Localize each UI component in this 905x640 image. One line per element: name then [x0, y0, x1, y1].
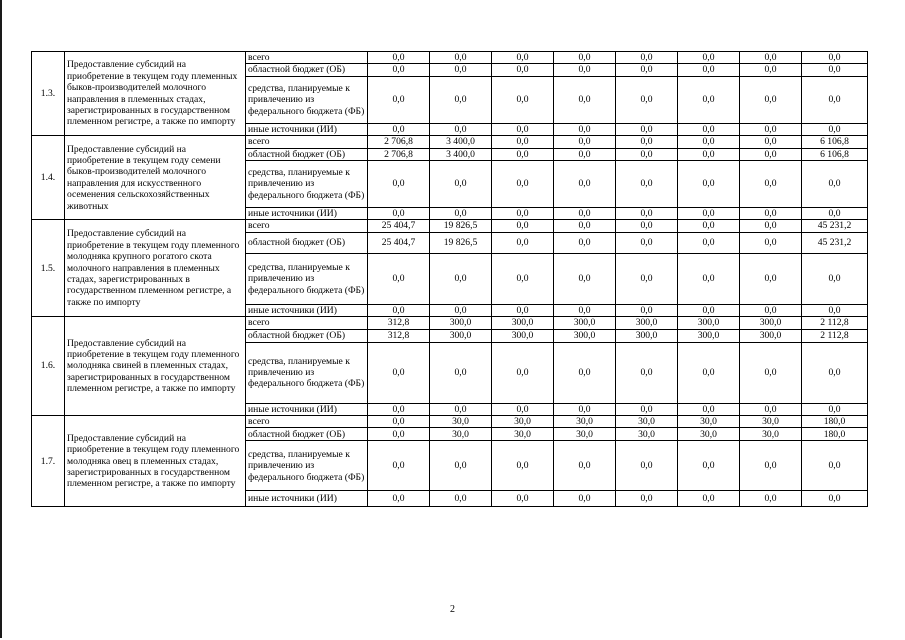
funding-source: всего — [246, 220, 368, 232]
amount-cell: 0,0 — [740, 441, 802, 491]
measure-name: Предоставление субсидий на приобретение в текущем году племенного молодняка свиней в племенных стадах, зарегистрированных в государственном племенном регистре, а также по импорту — [65, 317, 246, 416]
amount-cell: 0,0 — [740, 304, 802, 316]
amount-cell: 0,0 — [368, 491, 430, 507]
amount-cell: 0,0 — [616, 403, 678, 415]
amount-cell: 0,0 — [802, 208, 868, 220]
amount-cell: 30,0 — [554, 416, 616, 428]
amount-cell: 30,0 — [616, 428, 678, 441]
amount-cell: 0,0 — [368, 76, 430, 123]
amount-cell: 30,0 — [430, 416, 492, 428]
amount-cell: 0,0 — [740, 148, 802, 160]
amount-cell: 0,0 — [368, 428, 430, 441]
amount-cell: 0,0 — [616, 304, 678, 316]
funding-source: областной бюджет (ОБ) — [246, 329, 368, 342]
budget-table — [31, 51, 868, 507]
amount-cell: 0,0 — [368, 416, 430, 428]
amount-cell: 0,0 — [802, 304, 868, 316]
amount-cell: 0,0 — [430, 342, 492, 403]
amount-cell: 0,0 — [802, 253, 868, 304]
amount-cell: 0,0 — [740, 253, 802, 304]
amount-cell: 0,0 — [554, 148, 616, 160]
amount-cell: 300,0 — [492, 329, 554, 342]
amount-cell: 2 112,8 — [802, 329, 868, 342]
amount-cell: 0,0 — [802, 403, 868, 415]
amount-cell: 45 231,2 — [802, 232, 868, 253]
funding-source: иные источники (ИИ) — [246, 403, 368, 415]
amount-cell: 0,0 — [368, 64, 430, 76]
amount-cell: 0,0 — [678, 342, 740, 403]
amount-cell: 300,0 — [430, 329, 492, 342]
funding-source: всего — [246, 136, 368, 148]
amount-cell: 0,0 — [554, 208, 616, 220]
amount-cell: 0,0 — [368, 304, 430, 316]
amount-cell: 0,0 — [554, 76, 616, 123]
amount-cell: 300,0 — [492, 317, 554, 329]
row-number: 1.6. — [32, 317, 65, 416]
measure-name: Предоставление субсидий на приобретение в текущем году племенных быков-производителей молочного направления в племенных стадах, зарегистрированных в государственном племенном регистре, а также по импорту — [65, 52, 246, 136]
amount-cell: 25 404,7 — [368, 220, 430, 232]
amount-cell: 0,0 — [492, 232, 554, 253]
row-number: 1.7. — [32, 416, 65, 507]
amount-cell: 25 404,7 — [368, 232, 430, 253]
amount-cell: 30,0 — [740, 428, 802, 441]
funding-source: иные источники (ИИ) — [246, 208, 368, 220]
funding-source: иные источники (ИИ) — [246, 491, 368, 507]
amount-cell: 0,0 — [492, 148, 554, 160]
amount-cell: 0,0 — [616, 136, 678, 148]
amount-cell: 30,0 — [430, 428, 492, 441]
funding-source: всего — [246, 317, 368, 329]
amount-cell: 0,0 — [678, 253, 740, 304]
amount-cell: 0,0 — [368, 208, 430, 220]
amount-cell: 2 112,8 — [802, 317, 868, 329]
amount-cell: 0,0 — [616, 253, 678, 304]
amount-cell: 0,0 — [740, 403, 802, 415]
amount-cell: 0,0 — [554, 403, 616, 415]
amount-cell: 0,0 — [430, 123, 492, 135]
amount-cell: 0,0 — [678, 403, 740, 415]
amount-cell: 30,0 — [678, 428, 740, 441]
amount-cell: 0,0 — [678, 304, 740, 316]
amount-cell: 0,0 — [678, 64, 740, 76]
amount-cell: 0,0 — [368, 342, 430, 403]
funding-source: областной бюджет (ОБ) — [246, 232, 368, 253]
amount-cell: 30,0 — [616, 416, 678, 428]
row-number: 1.4. — [32, 136, 65, 220]
amount-cell: 0,0 — [554, 52, 616, 64]
amount-cell: 6 106,8 — [802, 148, 868, 160]
amount-cell: 0,0 — [492, 208, 554, 220]
funding-source: иные источники (ИИ) — [246, 123, 368, 135]
amount-cell: 0,0 — [802, 161, 868, 208]
amount-cell: 0,0 — [430, 161, 492, 208]
funding-source: иные источники (ИИ) — [246, 304, 368, 316]
amount-cell: 0,0 — [802, 441, 868, 491]
amount-cell: 0,0 — [554, 123, 616, 135]
table-row — [32, 136, 868, 148]
row-number: 1.5. — [32, 220, 65, 317]
amount-cell: 0,0 — [430, 441, 492, 491]
amount-cell: 0,0 — [430, 403, 492, 415]
amount-cell: 0,0 — [616, 491, 678, 507]
amount-cell: 0,0 — [368, 123, 430, 135]
amount-cell: 0,0 — [616, 52, 678, 64]
amount-cell: 0,0 — [554, 136, 616, 148]
amount-cell: 300,0 — [616, 317, 678, 329]
measure-name: Предоставление субсидий на приобретение в текущем году племенного молодняка крупного рогатого скота молочного направления в племенных стадах, зарегистрированных в государственном племенном регистре, а также по импорту — [65, 220, 246, 317]
amount-cell: 0,0 — [740, 220, 802, 232]
amount-cell: 0,0 — [802, 52, 868, 64]
amount-cell: 0,0 — [492, 76, 554, 123]
funding-source: средства, планируемые к привлечению из федерального бюджета (ФБ) — [246, 342, 368, 403]
amount-cell: 0,0 — [678, 52, 740, 64]
amount-cell: 0,0 — [492, 403, 554, 415]
funding-source: областной бюджет (ОБ) — [246, 148, 368, 160]
amount-cell: 0,0 — [368, 403, 430, 415]
amount-cell: 0,0 — [554, 342, 616, 403]
amount-cell: 0,0 — [368, 253, 430, 304]
amount-cell: 300,0 — [740, 329, 802, 342]
amount-cell: 0,0 — [492, 220, 554, 232]
amount-cell: 0,0 — [678, 136, 740, 148]
amount-cell: 0,0 — [740, 161, 802, 208]
amount-cell: 300,0 — [678, 317, 740, 329]
amount-cell: 0,0 — [802, 342, 868, 403]
amount-cell: 0,0 — [616, 76, 678, 123]
amount-cell: 0,0 — [616, 220, 678, 232]
amount-cell: 0,0 — [740, 232, 802, 253]
amount-cell: 0,0 — [678, 123, 740, 135]
table-row — [32, 220, 868, 232]
amount-cell: 0,0 — [678, 76, 740, 123]
amount-cell: 0,0 — [430, 208, 492, 220]
amount-cell: 300,0 — [554, 317, 616, 329]
amount-cell: 300,0 — [740, 317, 802, 329]
amount-cell: 0,0 — [430, 76, 492, 123]
amount-cell: 0,0 — [554, 64, 616, 76]
funding-source: средства, планируемые к привлечению из федерального бюджета (ФБ) — [246, 441, 368, 491]
amount-cell: 0,0 — [492, 123, 554, 135]
amount-cell: 0,0 — [740, 208, 802, 220]
row-number: 1.3. — [32, 52, 65, 136]
amount-cell: 19 826,5 — [430, 232, 492, 253]
amount-cell: 0,0 — [554, 253, 616, 304]
amount-cell: 0,0 — [430, 491, 492, 507]
amount-cell: 0,0 — [616, 208, 678, 220]
amount-cell: 312,8 — [368, 329, 430, 342]
amount-cell: 0,0 — [740, 123, 802, 135]
amount-cell: 2 706,8 — [368, 136, 430, 148]
funding-source: областной бюджет (ОБ) — [246, 64, 368, 76]
amount-cell: 180,0 — [802, 428, 868, 441]
amount-cell: 0,0 — [740, 52, 802, 64]
amount-cell: 0,0 — [492, 64, 554, 76]
amount-cell: 0,0 — [492, 441, 554, 491]
amount-cell: 0,0 — [492, 342, 554, 403]
amount-cell: 0,0 — [678, 220, 740, 232]
funding-source: всего — [246, 416, 368, 428]
amount-cell: 300,0 — [430, 317, 492, 329]
table-row — [32, 52, 868, 64]
amount-cell: 0,0 — [492, 304, 554, 316]
amount-cell: 180,0 — [802, 416, 868, 428]
amount-cell: 2 706,8 — [368, 148, 430, 160]
amount-cell: 0,0 — [430, 64, 492, 76]
amount-cell: 0,0 — [492, 491, 554, 507]
amount-cell: 0,0 — [554, 304, 616, 316]
amount-cell: 0,0 — [678, 491, 740, 507]
amount-cell: 0,0 — [678, 148, 740, 160]
amount-cell: 0,0 — [802, 123, 868, 135]
amount-cell: 0,0 — [554, 161, 616, 208]
amount-cell: 30,0 — [492, 416, 554, 428]
amount-cell: 0,0 — [740, 76, 802, 123]
funding-source: областной бюджет (ОБ) — [246, 428, 368, 441]
amount-cell: 300,0 — [554, 329, 616, 342]
amount-cell: 19 826,5 — [430, 220, 492, 232]
amount-cell: 0,0 — [740, 136, 802, 148]
amount-cell: 6 106,8 — [802, 136, 868, 148]
amount-cell: 0,0 — [492, 136, 554, 148]
amount-cell: 312,8 — [368, 317, 430, 329]
amount-cell: 0,0 — [616, 161, 678, 208]
amount-cell: 3 400,0 — [430, 136, 492, 148]
amount-cell: 0,0 — [368, 441, 430, 491]
amount-cell: 0,0 — [678, 441, 740, 491]
amount-cell: 0,0 — [678, 161, 740, 208]
amount-cell: 0,0 — [430, 253, 492, 304]
funding-source: средства, планируемые к привлечению из федерального бюджета (ФБ) — [246, 76, 368, 123]
amount-cell: 0,0 — [802, 491, 868, 507]
amount-cell: 0,0 — [616, 441, 678, 491]
amount-cell: 0,0 — [368, 161, 430, 208]
funding-source: всего — [246, 52, 368, 64]
amount-cell: 0,0 — [492, 52, 554, 64]
amount-cell: 3 400,0 — [430, 148, 492, 160]
amount-cell: 0,0 — [616, 64, 678, 76]
page-number: 2 — [450, 604, 455, 615]
funding-source: средства, планируемые к привлечению из федерального бюджета (ФБ) — [246, 161, 368, 208]
funding-source: средства, планируемые к привлечению из федерального бюджета (ФБ) — [246, 253, 368, 304]
table-row — [32, 317, 868, 329]
amount-cell: 0,0 — [554, 491, 616, 507]
amount-cell: 0,0 — [492, 253, 554, 304]
amount-cell: 30,0 — [492, 428, 554, 441]
amount-cell: 0,0 — [678, 232, 740, 253]
amount-cell: 0,0 — [430, 52, 492, 64]
amount-cell: 0,0 — [616, 123, 678, 135]
amount-cell: 0,0 — [802, 76, 868, 123]
amount-cell: 0,0 — [740, 64, 802, 76]
amount-cell: 300,0 — [678, 329, 740, 342]
amount-cell: 30,0 — [554, 428, 616, 441]
measure-name: Предоставление субсидий на приобретение в текущем году семени быков-производителей молочного направления для искусственного осеменения сельскохозяйственных животных — [65, 136, 246, 220]
amount-cell: 0,0 — [678, 208, 740, 220]
measure-name: Предоставление субсидий на приобретение в текущем году племенного молодняка овец в племенных стадах, зарегистрированных в государственном племенном регистре, а также по импорту — [65, 416, 246, 507]
amount-cell: 0,0 — [740, 491, 802, 507]
amount-cell: 0,0 — [616, 148, 678, 160]
table-row — [32, 416, 868, 428]
amount-cell: 0,0 — [554, 220, 616, 232]
amount-cell: 0,0 — [802, 64, 868, 76]
amount-cell: 45 231,2 — [802, 220, 868, 232]
amount-cell: 0,0 — [554, 232, 616, 253]
amount-cell: 0,0 — [492, 161, 554, 208]
amount-cell: 30,0 — [678, 416, 740, 428]
amount-cell: 30,0 — [740, 416, 802, 428]
amount-cell: 0,0 — [616, 342, 678, 403]
amount-cell: 0,0 — [430, 304, 492, 316]
amount-cell: 0,0 — [368, 52, 430, 64]
amount-cell: 0,0 — [616, 232, 678, 253]
amount-cell: 0,0 — [554, 441, 616, 491]
amount-cell: 0,0 — [740, 342, 802, 403]
amount-cell: 300,0 — [616, 329, 678, 342]
